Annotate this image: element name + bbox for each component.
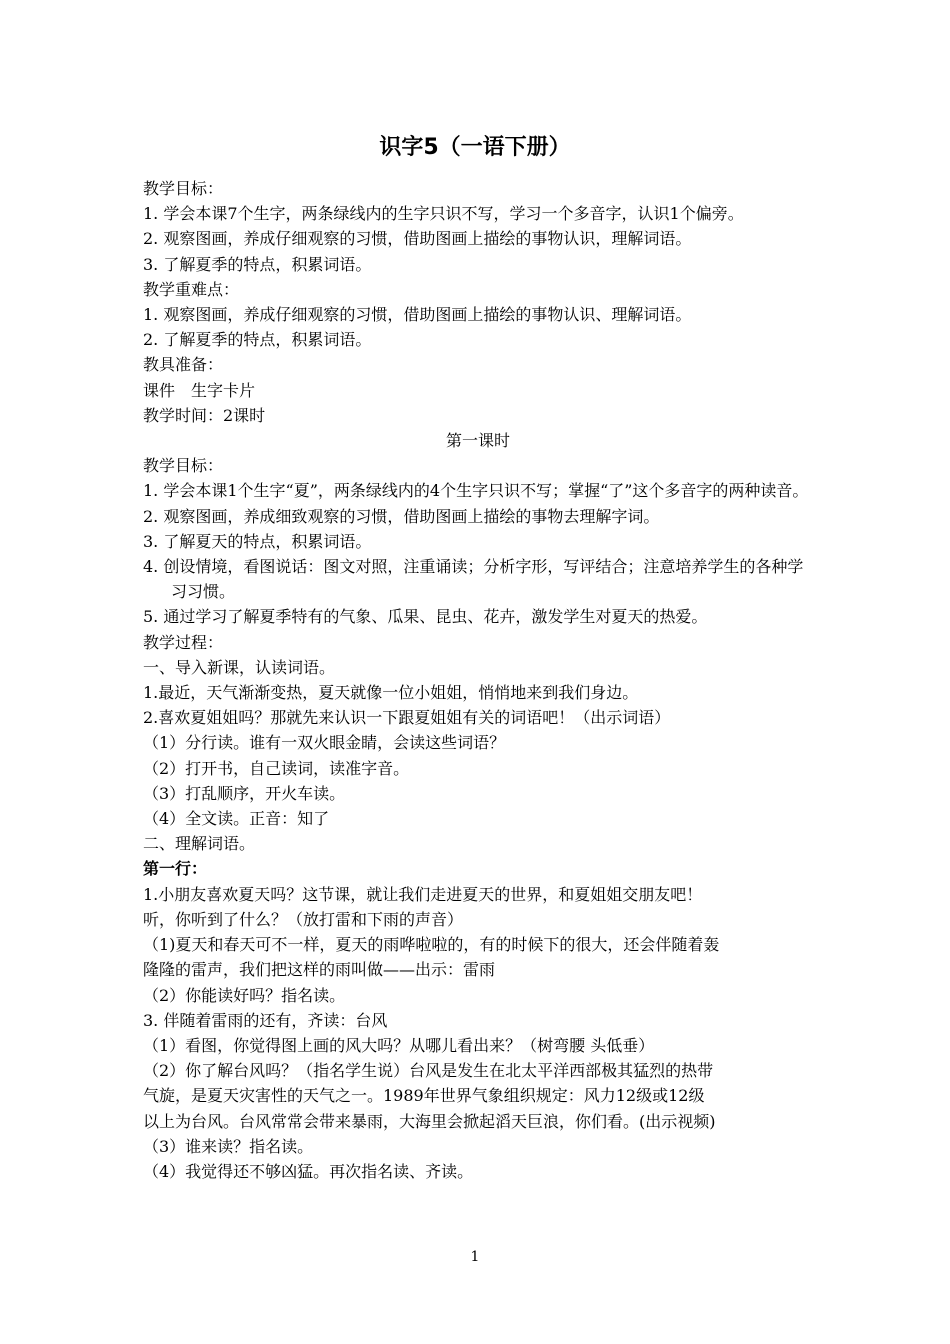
text-line: 以上为台风。台风常常会带来暴雨，大海里会掀起滔天巨浪，你们看。(出示视频): [143, 1111, 716, 1131]
text-line: （4）我觉得还不够凶猛。再次指名读、齐读。: [143, 1161, 474, 1181]
text-line: 课件 生字卡片: [143, 380, 256, 400]
text-line: 隆隆的雷声，我们把这样的雨叫做——出示：雷雨: [143, 960, 496, 980]
text-line: （2）你能读好吗？指名读。: [143, 985, 346, 1005]
lesson-content: [143, 176, 813, 1184]
text-line: 教学时间：2课时: [143, 405, 266, 425]
section-heading: 第一课时: [445, 431, 510, 451]
text-line: 3. 伴随着雷雨的还有，齐读：台风: [143, 1010, 388, 1030]
text-line: 教学目标：: [143, 456, 224, 476]
bold-heading: 第一行：: [143, 859, 208, 879]
page-number: 1: [470, 1249, 480, 1265]
text-line: 教学重难点：: [143, 279, 240, 299]
text-line: 1.小朋友喜欢夏天吗？这节课，就让我们走进夏天的世界，和夏姐姐交朋友吧！: [143, 884, 703, 904]
text-line: 5. 通过学习了解夏季特有的气象、瓜果、昆虫、花卉，激发学生对夏天的热爱。: [143, 607, 708, 627]
text-line: 1. 学会本课7个生字，两条绿线内的生字只识不写，学习一个多音字，认识1个偏旁。: [143, 204, 744, 224]
text-line: （4）全文读。正音：知了: [143, 809, 330, 829]
text-line: 听，你听到了什么？（放打雷和下雨的声音）: [143, 909, 464, 929]
text-line: 1.最近，天气渐渐变热，夏天就像一位小姐姐，悄悄地来到我们身边。: [143, 683, 639, 703]
text-line: （2）你了解台风吗？（指名学生说）台风是发生在北太平洋西部极其猛烈的热带: [143, 1061, 714, 1081]
text-line: 教学过程：: [143, 632, 224, 652]
text-line: （1）看图，你觉得图上画的风大吗？从哪儿看出来？（树弯腰 头低垂）: [143, 1035, 655, 1055]
text-line: 4. 创设情境，看图说话：图文对照，注重诵读；分析字形，写评结合；注意培养学生的各种学习习惯。: [143, 557, 804, 602]
text-line: 气旋，是夏天灾害性的天气之一。1989年世界气象组织规定：风力12级或12级: [143, 1086, 705, 1106]
text-line: 3. 了解夏天的特点，积累词语。: [143, 531, 372, 551]
page-title: 识字5（一语下册）: [379, 135, 571, 160]
text-line: 一、导入新课，认读词语。: [143, 657, 336, 677]
text-line: 1. 观察图画，养成仔细观察的习惯，借助图画上描绘的事物认识、理解词语。: [143, 305, 692, 325]
text-line: （2）打开书，自己读词，读准字音。: [143, 758, 410, 778]
text-line: （3）谁来读？指名读。: [143, 1136, 314, 1156]
text-line: 2. 观察图画，养成细致观察的习惯，借助图画上描绘的事物去理解字词。: [143, 506, 660, 526]
text-line: （3）打乱顺序，开火车读。: [143, 783, 346, 803]
text-line: 1. 学会本课1个生字“夏”，两条绿线内的4个生字只识不写；掌握“了”这个多音字的两种读音。: [143, 481, 809, 501]
text-line: 2.喜欢夏姐姐吗？那就先来认识一下跟夏姐姐有关的词语吧！（出示词语）: [143, 708, 671, 728]
text-line: 2. 了解夏季的特点，积累词语。: [143, 330, 372, 350]
text-line: （1）分行读。谁有一双火眼金睛，会读这些词语？: [143, 733, 506, 753]
text-line: 2. 观察图画，养成仔细观察的习惯，借助图画上描绘的事物认识，理解词语。: [143, 229, 692, 249]
text-line: （1)夏天和春天可不一样，夏天的雨哗啦啦的，有的时候下的很大，还会伴随着轰: [143, 935, 720, 955]
text-line: 二、理解词语。: [143, 834, 256, 854]
text-line: 3. 了解夏季的特点，积累词语。: [143, 254, 372, 274]
text-line: 教具准备：: [143, 355, 224, 375]
text-line: 教学目标：: [143, 179, 224, 198]
